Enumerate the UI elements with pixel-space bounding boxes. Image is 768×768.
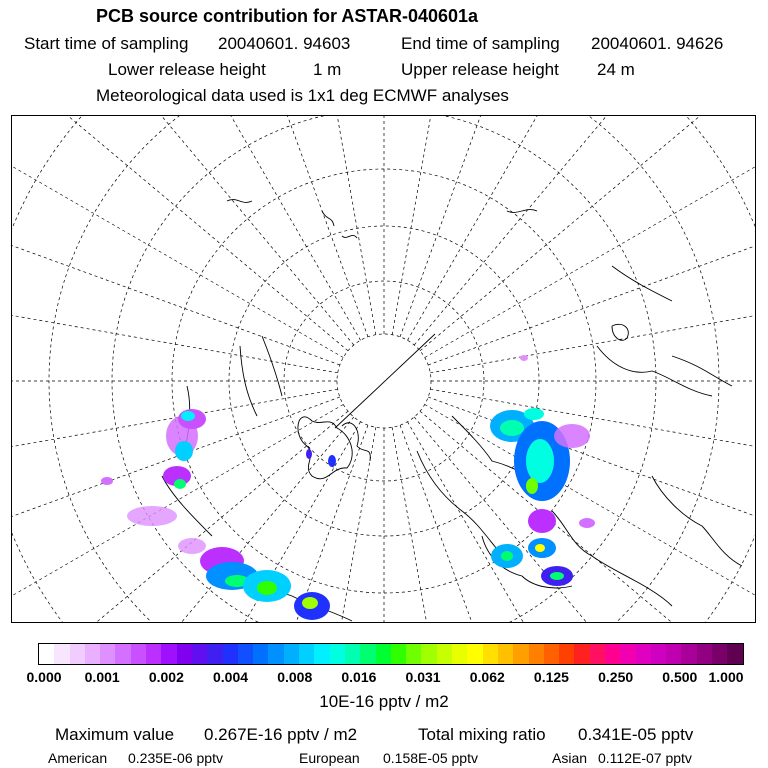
scale-tick-label: 0.500: [662, 669, 698, 685]
scale-swatch: [406, 644, 421, 664]
asian-label: Asian: [552, 750, 588, 766]
scale-swatch: [681, 644, 696, 664]
scale-swatch: [483, 644, 498, 664]
scale-tick-label: 0.250: [598, 669, 634, 685]
american-value: 0.235E-06 pptv: [128, 750, 223, 766]
pole-markers: [335, 334, 435, 428]
meridian-line: [34, 116, 361, 340]
scale-swatch: [590, 644, 605, 664]
scale-swatch: [360, 644, 375, 664]
scale-tick-label: 0.004: [213, 669, 249, 685]
meridian-line: [145, 116, 368, 337]
scale-swatch: [131, 644, 146, 664]
scale-swatch: [299, 644, 314, 664]
scale-tick-label: 0.001: [84, 669, 120, 685]
scale-swatch: [544, 644, 559, 664]
european-label: European: [299, 750, 360, 766]
scale-swatch: [513, 644, 528, 664]
start-time-value: 20040601. 94603: [218, 34, 351, 53]
scale-swatch: [207, 644, 222, 664]
scale-swatch: [314, 644, 329, 664]
scale-swatch: [70, 644, 85, 664]
scale-swatch: [574, 644, 589, 664]
scale-tick-label: 0.031: [405, 669, 441, 685]
scale-swatch: [529, 644, 544, 664]
scale-swatch: [666, 644, 681, 664]
max-value-label: Maximum value: [55, 725, 175, 744]
scale-swatch: [284, 644, 299, 664]
meridian-line: [430, 389, 756, 502]
scale-swatch: [39, 644, 54, 664]
scale-swatch: [636, 644, 651, 664]
color-scale-bar: [38, 643, 744, 665]
meridian-line: [392, 116, 505, 335]
start-time-label: Start time of sampling: [24, 34, 189, 53]
polar-map: [11, 115, 756, 623]
meridian-line: [408, 116, 735, 340]
american-label: American: [48, 750, 108, 766]
scale-swatch: [620, 644, 635, 664]
lower-height-label: Lower release height: [108, 60, 266, 79]
meridian-line: [430, 259, 756, 372]
scale-swatch: [697, 644, 712, 664]
end-time-label: End time of sampling: [401, 34, 560, 53]
scale-swatch: [146, 644, 161, 664]
scale-swatch: [559, 644, 574, 664]
upper-height-value: 24 m: [597, 60, 635, 79]
meridian-line: [12, 142, 340, 365]
meridian-line: [428, 397, 756, 620]
scale-swatch: [330, 644, 345, 664]
scale-swatch: [452, 644, 467, 664]
meteo-note: Meteorological data used is 1x1 deg ECMWF analyses: [96, 86, 509, 105]
meridian-line: [12, 116, 354, 345]
meridian-line: [420, 116, 756, 351]
scale-swatch: [376, 644, 391, 664]
scale-tick-label: 0.062: [469, 669, 505, 685]
meridian-line: [425, 405, 756, 624]
scale-swatch: [192, 644, 207, 664]
total-mixing-label: Total mixing ratio: [418, 725, 546, 744]
scale-swatch: [54, 644, 69, 664]
asian-plume: [306, 449, 336, 467]
scale-swatch: [727, 644, 742, 664]
meridian-line: [428, 142, 756, 365]
european-value: 0.158E-05 pptv: [383, 750, 478, 766]
upper-height-label: Upper release height: [401, 60, 559, 79]
meridian-line: [425, 116, 756, 358]
scale-swatch: [498, 644, 513, 664]
scale-swatch: [712, 644, 727, 664]
scale-tick-label: 0.000: [26, 669, 62, 685]
scale-unit: 10E-16 pptv / m2: [319, 692, 449, 711]
scale-swatch: [467, 644, 482, 664]
meridian-line: [414, 116, 756, 345]
meridian-line: [408, 422, 735, 623]
scale-swatch: [605, 644, 620, 664]
scale-swatch: [177, 644, 192, 664]
scale-swatch: [345, 644, 360, 664]
scale-tick-label: 0.002: [148, 669, 184, 685]
scale-swatch: [161, 644, 176, 664]
asian-value: 0.112E-07 pptv: [598, 750, 692, 766]
plot-title: PCB source contribution for ASTAR-040601a: [96, 6, 479, 26]
scale-swatch: [223, 644, 238, 664]
scale-swatch: [238, 644, 253, 664]
total-mixing-value: 0.341E-05 pptv: [578, 725, 694, 744]
graticule: [12, 116, 756, 623]
scale-swatch: [421, 644, 436, 664]
scale-swatch: [85, 644, 100, 664]
meridian-line: [12, 116, 348, 351]
scale-tick-label: 0.125: [533, 669, 569, 685]
meridian-line: [12, 116, 343, 358]
scale-swatch: [100, 644, 115, 664]
scale-tick-label: 0.008: [277, 669, 313, 685]
scale-swatch: [115, 644, 130, 664]
max-value: 0.267E-16 pptv / m2: [204, 725, 358, 744]
end-time-value: 20040601. 94626: [591, 34, 724, 53]
scale-tick-label: 1.000: [708, 669, 744, 685]
scale-tick-label: 0.016: [341, 669, 377, 685]
scale-swatch: [391, 644, 406, 664]
meridian-line: [12, 259, 338, 372]
coastlines: [162, 200, 742, 621]
scale-swatch: [437, 644, 452, 664]
scale-swatch: [253, 644, 268, 664]
lower-height-value: 1 m: [313, 60, 342, 79]
meridian-line: [420, 411, 756, 623]
scale-swatch: [268, 644, 283, 664]
meridian-line: [262, 116, 375, 335]
european-plume: [490, 355, 595, 586]
scale-swatch: [651, 644, 666, 664]
american-plume: [101, 409, 330, 620]
meridian-line: [400, 116, 623, 337]
